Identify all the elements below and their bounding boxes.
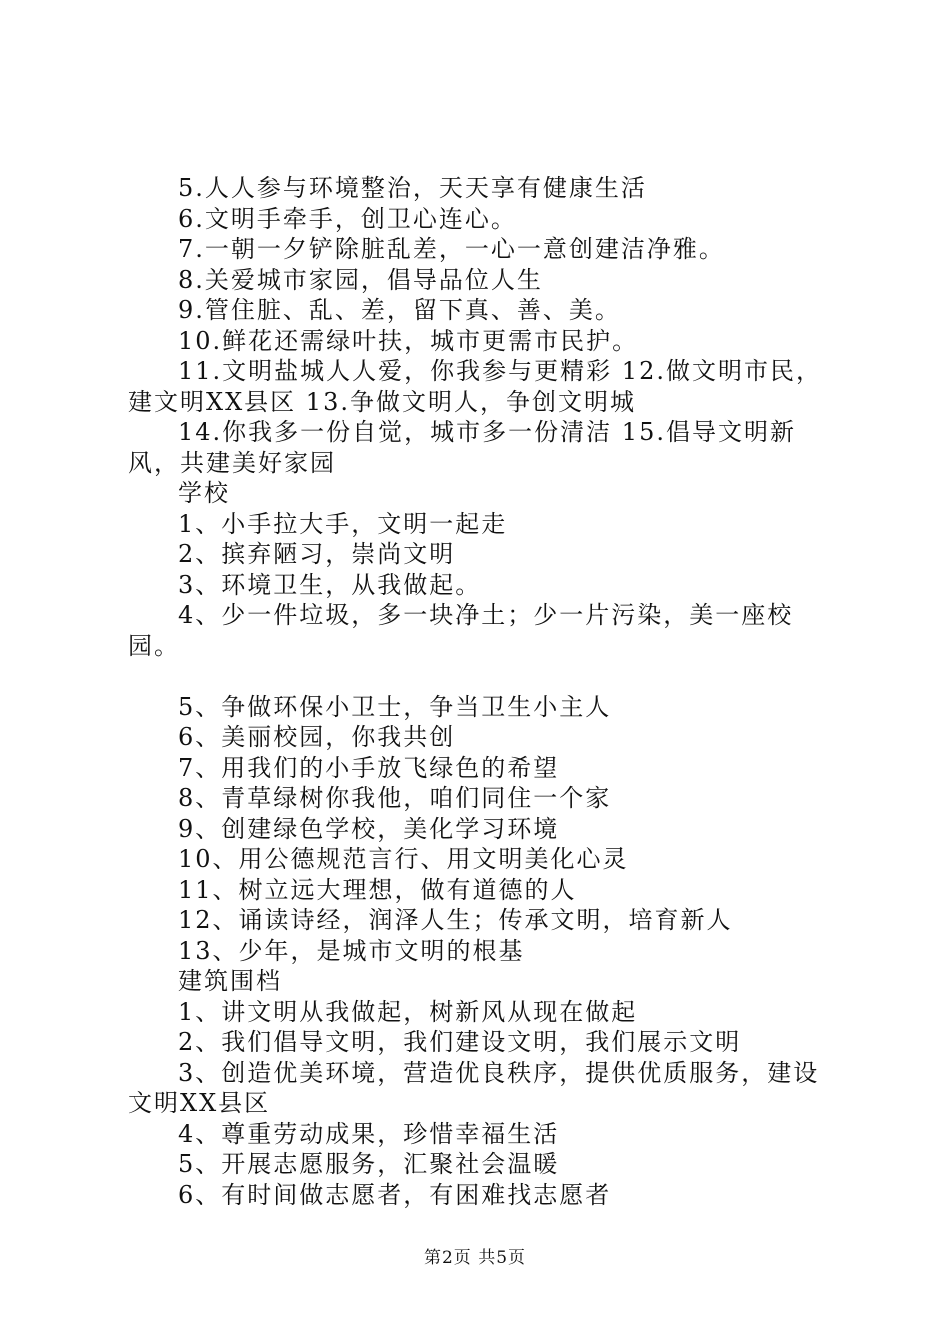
text-line: 10、用公德规范言行、用文明美化心灵 [178, 845, 629, 873]
page-footer: 第2页 共5页 [423, 1248, 527, 1268]
text-line: 5、开展志愿服务，汇聚社会温暖 [178, 1150, 560, 1178]
text-line: 6、美丽校园，你我共创 [178, 723, 456, 751]
text-line: 6、有时间做志愿者，有困难找志愿者 [178, 1180, 612, 1209]
text-line: 4、尊重劳动成果，珍惜幸福生活 [178, 1119, 560, 1148]
text-line: 2、我们倡导文明，我们建设文明，我们展示文明 [178, 1028, 742, 1056]
blank-line [128, 661, 838, 692]
text-line: 10.鲜花还需绿叶扶，城市更需市民护。 [178, 326, 639, 355]
text-line: 5、争做环保小卫士，争当卫生小主人 [178, 692, 612, 721]
text-line: 13、少年，是城市文明的根基 [178, 936, 525, 965]
text-line: 1、小手拉大手，文明一起走 [178, 509, 508, 538]
text-line: 12、诵读诗经，润泽人生；传承文明，培育新人 [178, 906, 733, 934]
text-line: 3、创造优美环境，营造优良秩序，提供优质服务，建设文明XX县区 [128, 1058, 820, 1117]
section-heading-construction: 建筑围档 [178, 967, 282, 995]
text-line: 11.文明盐城人人爱，你我参与更精彩 12.做文明市民，建文明XX县区 13.争做文明人，争创文明城 [128, 357, 822, 416]
text-line: 3、环境卫生，从我做起。 [178, 570, 482, 599]
text-line: 9、创建绿色学校，美化学习环境 [178, 814, 560, 843]
document-body [128, 173, 838, 1210]
text-line: 7、用我们的小手放飞绿色的希望 [178, 753, 560, 782]
text-line: 14.你我多一份自觉，城市多一份清洁 15.倡导文明新风，共建美好家园 [128, 418, 796, 477]
text-line: 2、摈弃陋习，崇尚文明 [178, 540, 456, 568]
section-heading-school: 学校 [178, 479, 230, 507]
text-line: 7.一朝一夕铲除脏乱差，一心一意创建洁净雅。 [178, 235, 725, 263]
text-line: 5.人人参与环境整治，天天享有健康生活 [178, 174, 647, 202]
text-line: 11、树立远大理想，做有道德的人 [178, 875, 577, 904]
text-line: 8.关爱城市家园，倡导品位人生 [178, 265, 543, 294]
text-line: 1、讲文明从我做起，树新风从现在做起 [178, 997, 638, 1026]
text-line: 4、少一件垃圾，多一块净土；少一片污染，美一座校园。 [128, 601, 794, 660]
text-line: 9.管住脏、乱、差，留下真、善、美。 [178, 296, 621, 324]
text-line: 6.文明手牵手，创卫心连心。 [178, 204, 517, 233]
text-line: 8、青草绿树你我他，咱们同住一个家 [178, 784, 612, 812]
